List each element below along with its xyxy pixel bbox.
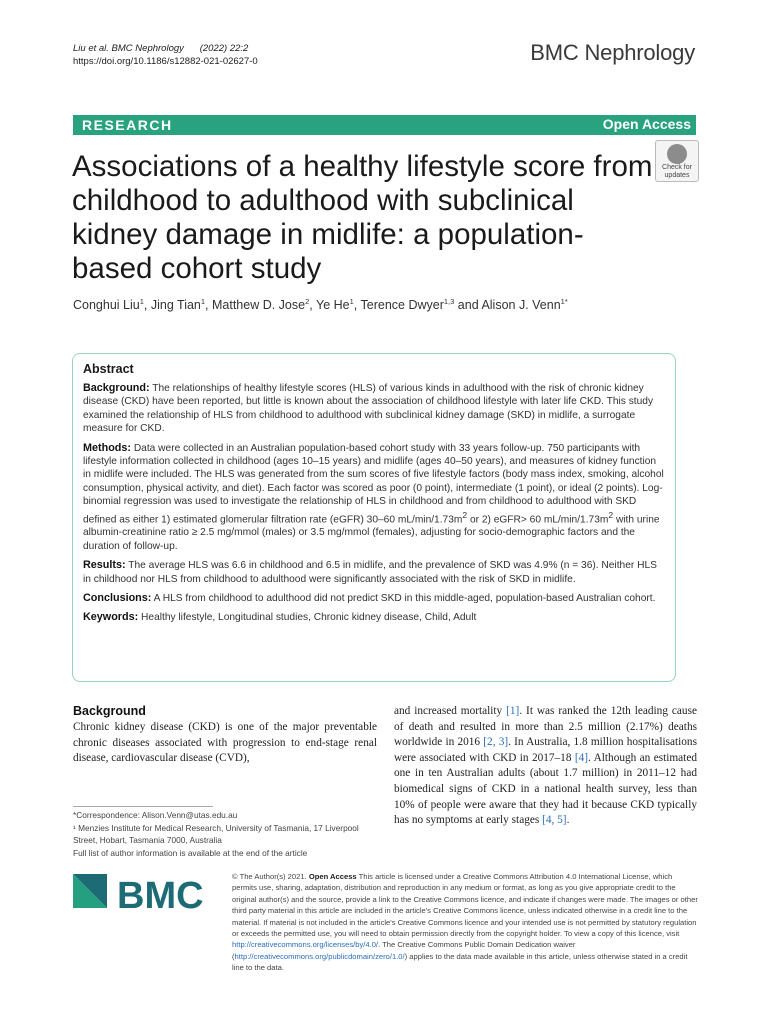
- author-name[interactable]: Alison J. Venn: [481, 298, 561, 313]
- license-link[interactable]: http://creativecommons.org/publicdomain/zero/1.0/: [234, 951, 405, 961]
- section-heading-background: Background: [73, 704, 146, 718]
- license-text: [232, 871, 698, 974]
- logo-wordmark: BMC: [117, 875, 204, 917]
- open-access-bold: Open Access: [308, 872, 357, 881]
- author-affil: 1: [349, 297, 354, 306]
- body-text: . It was ranked the 12th leading cause of death and resulted in more than 2.5 million (2.17%) deaths worldwide in 2016: [394, 705, 697, 749]
- section-label: Conclusions:: [83, 592, 152, 605]
- section-text: or 2) eGFR> 60 mL/min/1.73m: [467, 514, 609, 526]
- section-text: A HLS from childhood to adulthood did not predict SKD in this middle-aged, population-based Australian cohort.: [153, 593, 656, 605]
- citation-link[interactable]: [4]: [574, 751, 589, 764]
- section-text: Data were collected in an Australian population-based cohort study with 33 years follow-up. 750 participants with lifestyle information collected in childhood (ages 10–15 years) and midlife (ages 40–50 years), and measures of kidney function in midlife were included. The HLS was generated from the sum scores of five lifestyle factors (body mass index, smoking, alcohol consumption, physical activity, and diet). Each factor was scored as poor (0 point), intermediate (1 point), or ideal (2 points). Log-binomial regression was used to investigate the relationship of HLS in childhood and from childhood to adulthood with SKD defined as either 1) estimated glomerular filtration rate (eGFR) 30–60 mL/min/1.73m: [83, 442, 664, 526]
- check-updates-icon: [667, 144, 687, 164]
- author-affil: 1: [139, 297, 144, 306]
- section-text: with urine albumin-creatinine ratio ≥ 2.5 mg/mmol (males) or 3.5 mg/mmol (females), adjusting for socio-demographic factors and the duration of follow-up.: [83, 514, 660, 552]
- citation-link[interactable]: [4, 5]: [542, 814, 567, 827]
- abstract-results: [83, 559, 665, 586]
- article-type-label: RESEARCH: [82, 117, 173, 133]
- article-type-band: [73, 115, 696, 135]
- section-label: Results:: [83, 559, 126, 572]
- check-for-updates-button[interactable]: [655, 140, 699, 182]
- author-name[interactable]: Jing Tian: [150, 298, 201, 313]
- check-updates-line1: Check for: [662, 164, 692, 171]
- citation-authors: Liu et al. BMC Nephrology: [73, 43, 184, 54]
- article-title: Associations of a healthy lifestyle score from childhood to adulthood with subclinical kidney damage in midlife: a population-based cohort study: [72, 150, 653, 285]
- doi-link[interactable]: https://doi.org/10.1186/s12882-021-02627-0: [73, 56, 258, 67]
- author-affil: 1,3: [443, 297, 455, 306]
- license-link[interactable]: http://creativecommons.org/licenses/by/4.0/: [232, 940, 379, 950]
- author-name[interactable]: Matthew D. Jose: [212, 298, 306, 313]
- affiliation: ¹ Menzies Institute for Medical Research, University of Tasmania, 17 Liverpool Street, Hobart, Tasmania 7000, Australia: [73, 822, 359, 845]
- footnote-divider: [73, 806, 213, 807]
- section-label: Keywords:: [83, 611, 139, 624]
- correspondence[interactable]: *Correspondence: Alison.Venn@utas.edu.au: [73, 810, 238, 820]
- author-affil: 1*: [560, 297, 568, 306]
- abstract-methods: [83, 442, 665, 554]
- author-name[interactable]: Conghui Liu: [73, 298, 140, 313]
- author-list: Conghui Liu$^1$, Jing Tian$^1$, Matthew D. Jose$^2$, Ye He$^1$, Terence Dwyer$^{1,3}$ and Alison J. Venn$^{1*}$: [73, 297, 568, 313]
- body-text: .: [566, 814, 570, 827]
- body-text: . Although an estimated one in ten Australian adults (about 1.7 million) in 2011–12 had biomedical signs of CKD in a national health survey, less than 10% of people were aware that they had it because CKD typically has no symptoms at early stages: [394, 751, 697, 827]
- journal-name: BMC Nephrology: [530, 40, 695, 65]
- section-label: Methods:: [83, 441, 131, 454]
- citation-link[interactable]: [2, 3]: [483, 736, 509, 749]
- footnote-block: [73, 806, 373, 859]
- body-text: . In Australia, 1.8 million hospitalisations were associated with CKD in 2017–18: [394, 736, 697, 764]
- license-body: This article is licensed under a Creative Commons Attribution 4.0 International License, which permits use, sharing, adaptation, distribution and reproduction in any medium or format, as long as you give appropriate credit to the original author(s) and the source, provide a link to the Creative Commons licence, and indicate if changes were made. The images or other third party material in this article are included in the article's Creative Commons licence, unless indicated otherwise in a credit line to the material. If material is not included in the article's Creative Commons licence and your intended use is not permitted by statutory regulation or exceeds the permitted use, you will need to obtain permission directly from the copyright holder. To view a copy of this licence, visit: [232, 872, 698, 939]
- section-text: The relationships of healthy lifestyle scores (HLS) of various kinds in adulthood with the risk of chronic kidney disease (CKD) have been reported, but little is known about the association of childhood lifestyle with later life CKD. This study examined the relationship of HLS from childhood to adulthood with subclinical kidney damage (SKD) in midlife, a surrogate measure for CKD.: [83, 383, 654, 435]
- body-column-right: [394, 704, 697, 829]
- citation-year: (2022) 22:2: [199, 43, 249, 54]
- license-body: ) applies to the data made available in this article, unless otherwise stated in a credit line to the data.: [232, 951, 688, 973]
- abstract-keywords: [83, 611, 665, 624]
- superscript: 2: [462, 509, 468, 520]
- license-body: . The Creative Commons Public Domain Dedication waiver (: [232, 940, 576, 961]
- abstract-background: [83, 382, 665, 436]
- superscript: 2: [608, 509, 614, 520]
- open-access-label: Open Access: [602, 116, 691, 132]
- full-list-note: Full list of author information is available at the end of the article: [73, 847, 308, 858]
- section-text: The average HLS was 6.6 in childhood and 6.5 in midlife, and the prevalence of SKD was 4.9% (n = 36). Neither HLS in childhood nor HLS from childhood to adulthood were significantly associated with the risk of SKD in midlife.: [83, 560, 657, 585]
- abstract-box: [72, 353, 676, 682]
- citation-header: [73, 42, 258, 68]
- abstract-conclusions: [83, 592, 665, 605]
- bmc-logo: [73, 874, 223, 919]
- section-text: Healthy lifestyle, Longitudinal studies, Chronic kidney disease, Child, Adult: [141, 612, 477, 624]
- author-name[interactable]: Terence Dwyer: [360, 298, 444, 313]
- body-text: and increased mortality: [394, 705, 507, 717]
- author-name[interactable]: Ye He: [316, 298, 350, 313]
- copyright: © The Author(s) 2021.: [232, 872, 307, 881]
- check-updates-line2: updates: [664, 172, 690, 179]
- author-affil: 2: [305, 297, 310, 306]
- body-column-left: Chronic kidney disease (CKD) is one of the major preventable chronic diseases associated with progression to end-stage renal disease, cardiovascular disease (CVD),: [73, 721, 377, 765]
- abstract-heading: Abstract: [83, 362, 134, 376]
- author-affil: 1: [200, 297, 206, 306]
- citation-link[interactable]: [1]: [506, 705, 520, 717]
- section-label: Background:: [83, 382, 150, 394]
